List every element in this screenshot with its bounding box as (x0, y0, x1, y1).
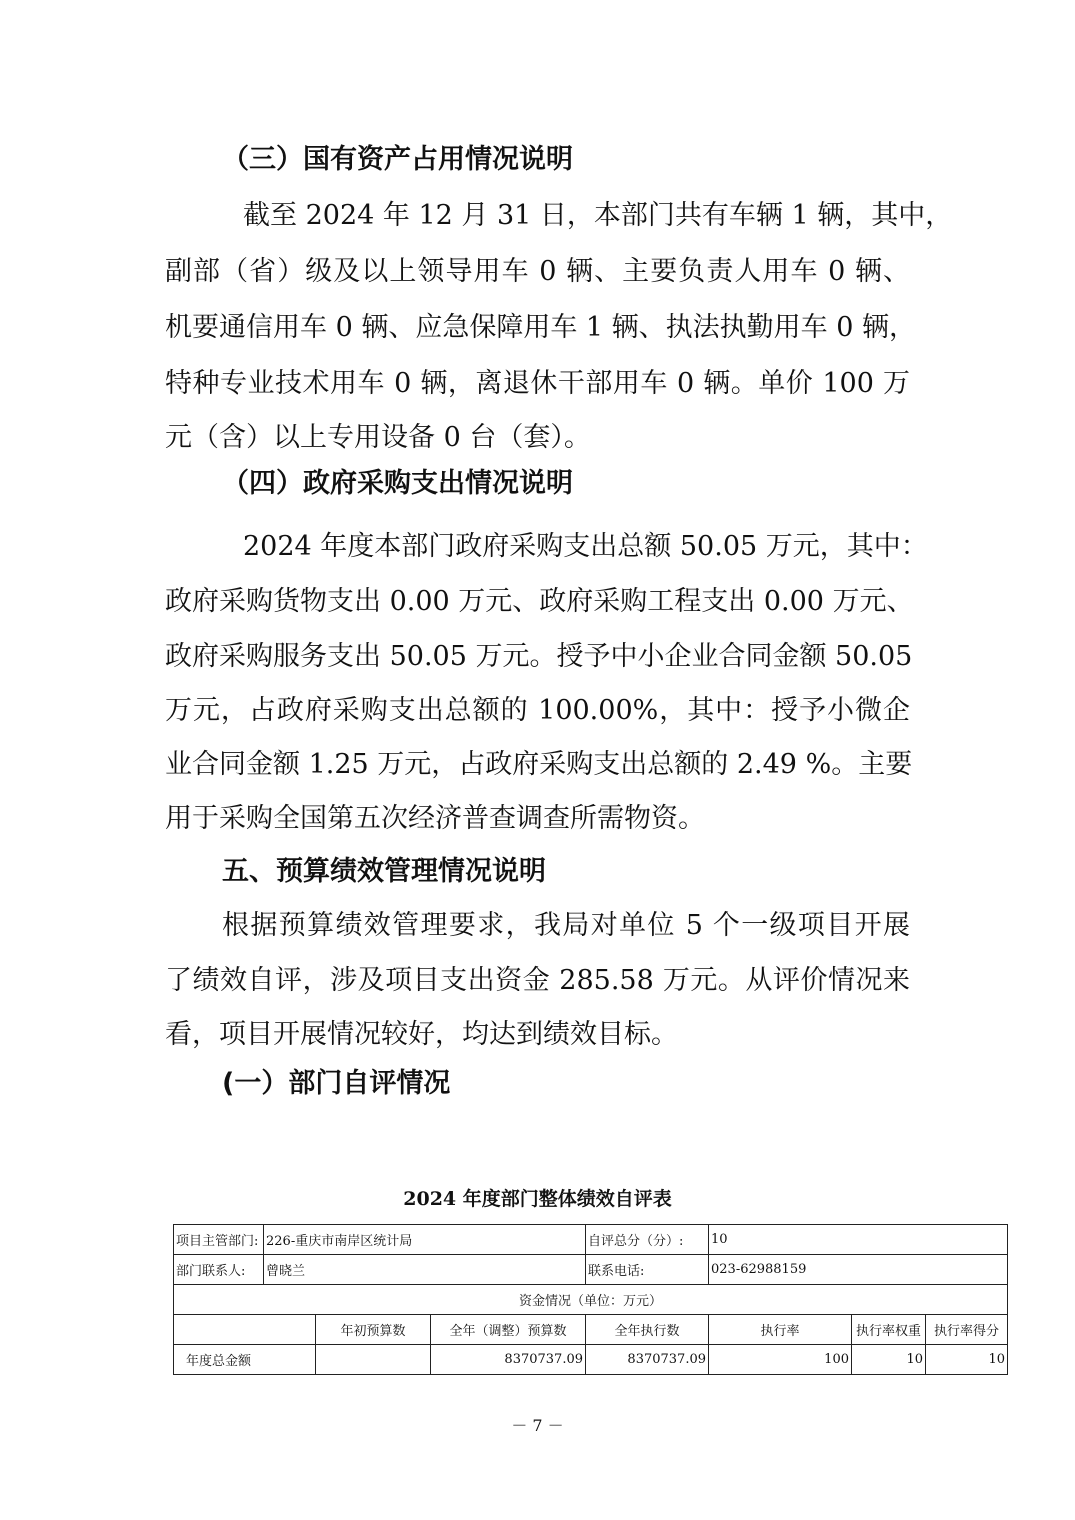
paragraph-line: 根据预算绩效管理要求，我局对单位 5 个一级项目开展 (222, 910, 910, 941)
column-header: 年初预算数 (316, 1315, 431, 1345)
table-cell: 8370737.09 (586, 1345, 709, 1375)
score-label: 自评总分（分）: (586, 1225, 709, 1255)
paragraph-line: 特种专业技术用车 0 辆，离退休干部用车 0 辆。单价 100 万 (165, 368, 910, 399)
funds-header: 资金情况（单位：万元） (174, 1285, 1008, 1315)
phone-label: 联系电话: (586, 1255, 709, 1285)
paragraph-line: 截至 2024 年 12 月 31 日，本部门共有车辆 1 辆，其中， (243, 200, 953, 231)
paragraph-line: 政府采购货物支出 0.00 万元、政府采购工程支出 0.00 万元、 (165, 586, 914, 617)
table-row (174, 1285, 1008, 1315)
column-header: 执行率权重 (852, 1315, 926, 1345)
table-cell: 8370737.09 (431, 1345, 586, 1375)
table-title: 2024 年度部门整体绩效自评表 (403, 1188, 672, 1210)
paragraph-line: 看，项目开展情况较好，均达到绩效目标。 (165, 1019, 678, 1050)
paragraph-line: 政府采购服务支出 50.05 万元。授予中小企业合同金额 50.05 (165, 641, 913, 672)
paragraph-line: 副部（省）级及以上领导用车 0 辆、主要负责人用车 0 辆、 (165, 256, 910, 287)
table-row (174, 1225, 1008, 1255)
score-value: 10 (709, 1225, 1008, 1255)
phone-value: 023-62988159 (709, 1255, 1008, 1285)
paragraph-line: 万元，占政府采购支出总额的 100.00%，其中：授予小微企 (165, 695, 910, 726)
table-row (174, 1255, 1008, 1285)
self-evaluation-table (173, 1224, 1008, 1375)
performance-heading: 五、预算绩效管理情况说明 (222, 856, 546, 887)
paragraph-line: 了绩效自评，涉及项目支出资金 285.58 万元。从评价情况来 (165, 965, 910, 996)
paragraph-line: 用于采购全国第五次经济普查调查所需物资。 (165, 803, 705, 834)
paragraph-line: 2024 年度本部门政府采购支出总额 50.05 万元，其中： (243, 531, 928, 562)
table-cell: 100 (709, 1345, 852, 1375)
table-row (174, 1345, 1008, 1375)
assets-heading: （三）国有资产占用情况说明 (222, 144, 573, 175)
table-cell: 年度总金额 (174, 1345, 316, 1375)
column-header: 执行率 (709, 1315, 852, 1345)
column-header (174, 1315, 316, 1345)
page-number: － 7 － (511, 1416, 564, 1435)
table-cell: 10 (926, 1345, 1008, 1375)
contact-value: 曾晓兰 (264, 1255, 586, 1285)
dept-value: 226-重庆市南岸区统计局 (264, 1225, 586, 1255)
paragraph-line: 业合同金额 1.25 万元，占政府采购支出总额的 2.49 %。主要 (165, 749, 913, 780)
paragraph-line: 元（含）以上专用设备 0 台（套）。 (165, 422, 591, 453)
column-header: 全年（调整）预算数 (431, 1315, 586, 1345)
paragraph-line: 机要通信用车 0 辆、应急保障用车 1 辆、执法执勤用车 0 辆， (165, 312, 917, 343)
table-cell: 10 (852, 1345, 926, 1375)
column-header: 执行率得分 (926, 1315, 1008, 1345)
table-cell (316, 1345, 431, 1375)
column-header: 全年执行数 (586, 1315, 709, 1345)
self-eval-heading: (一）部门自评情况 (222, 1068, 451, 1099)
procurement-heading: （四）政府采购支出情况说明 (222, 468, 573, 499)
table-header-row (174, 1315, 1008, 1345)
dept-label: 项目主管部门: (174, 1225, 264, 1255)
contact-label: 部门联系人: (174, 1255, 264, 1285)
